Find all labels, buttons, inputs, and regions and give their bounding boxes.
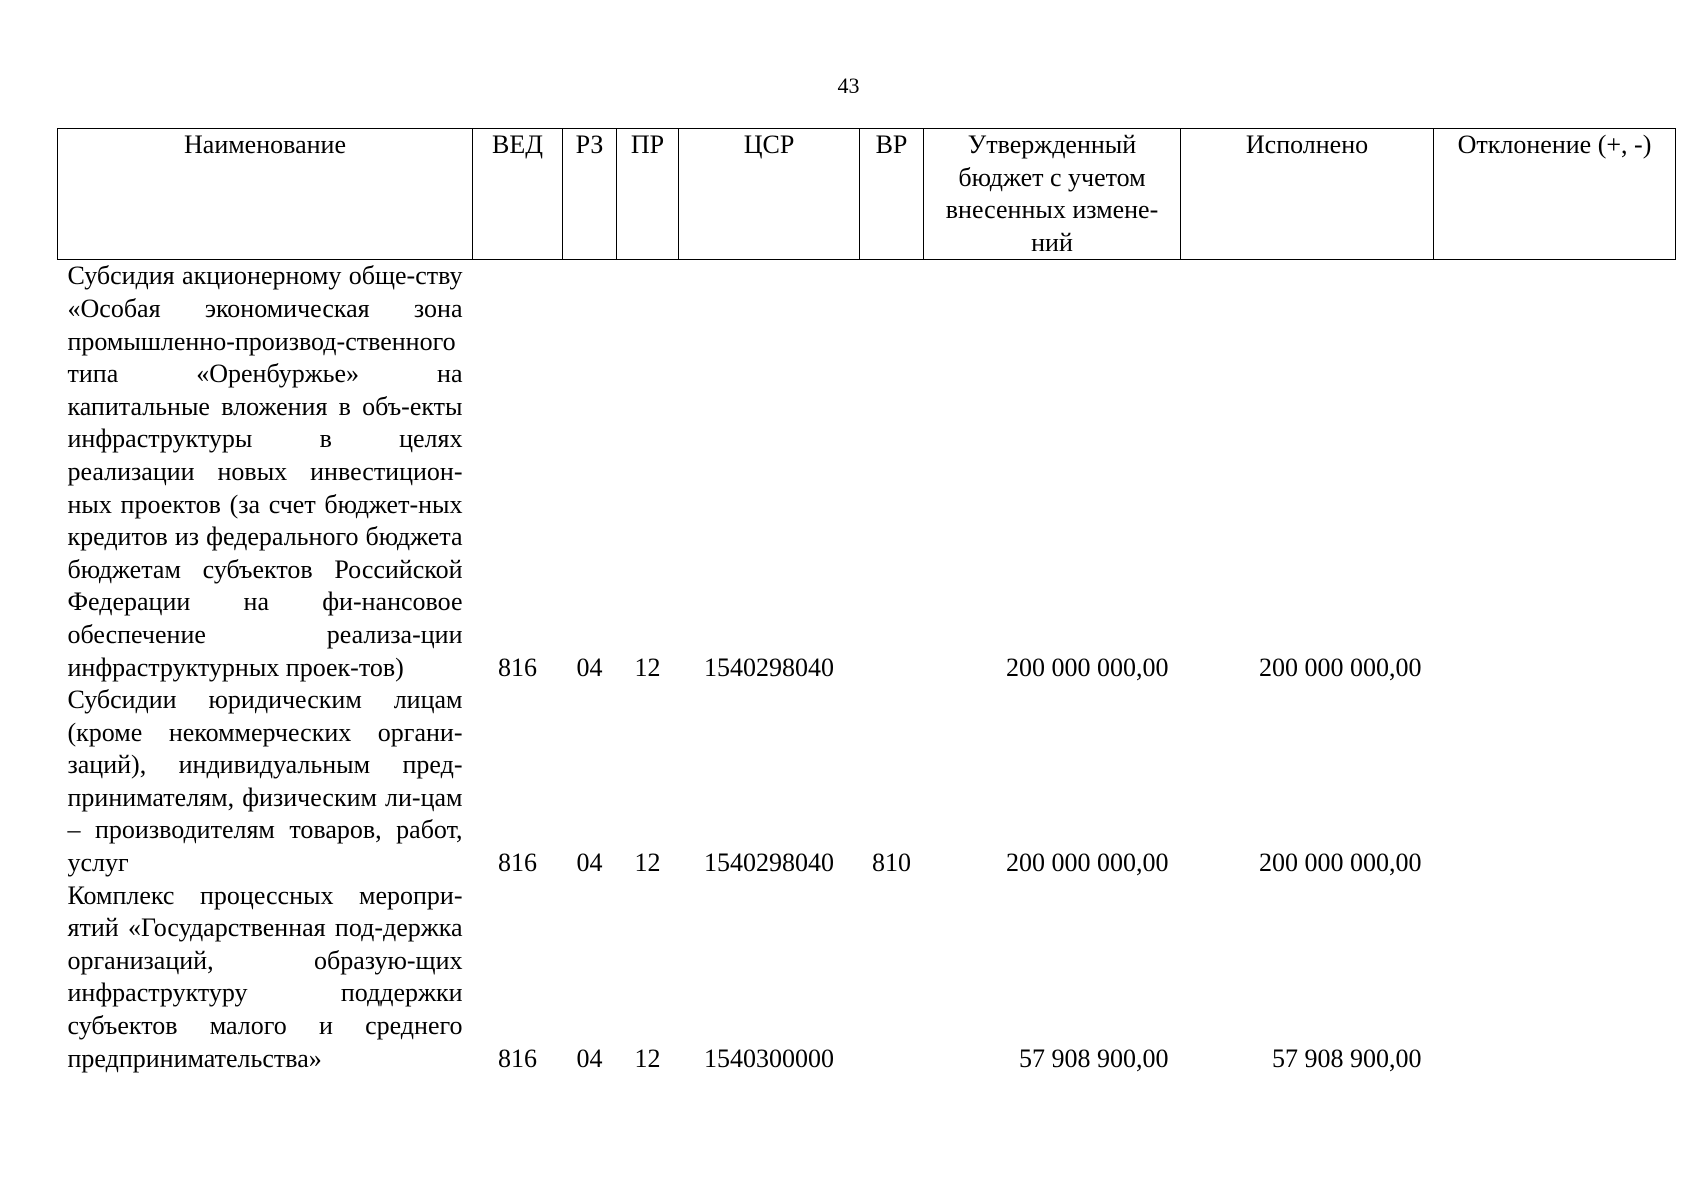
row-rz: 04 <box>576 652 603 682</box>
header-csr: ЦСР <box>679 129 860 260</box>
row-ved: 816 <box>498 652 537 682</box>
row-rz: 04 <box>576 848 603 878</box>
row-deviation <box>1434 880 1676 1076</box>
row-csr: 1540300000 <box>704 1043 834 1073</box>
page-number: 43 <box>837 73 860 98</box>
row-vr: 810 <box>872 848 911 878</box>
row-deviation <box>1434 260 1676 684</box>
row-pr: 12 <box>634 1043 661 1073</box>
header-rz: РЗ <box>563 129 617 260</box>
row-name: Субсидии юридическим лицам (кроме некоммерческих органи-заций), индивидуальным пред-принимателям, физическим ли-цам – производителям товаров, работ, услуг <box>67 685 463 878</box>
row-deviation <box>1434 684 1676 880</box>
table-row <box>58 684 1676 880</box>
header-executed: Исполнено <box>1181 129 1434 260</box>
row-rz: 04 <box>576 1043 603 1073</box>
row-name: Комплекс процессных меропри-ятий «Государственная под-держка организаций, образую-щих инфраструктуру поддержки субъектов малого и среднего предпринимательства» <box>67 880 463 1073</box>
header-deviation: Отклонение (+, -) <box>1434 129 1676 260</box>
table-row <box>58 880 1676 1076</box>
row-executed: 200 000 000,00 <box>1259 848 1422 878</box>
row-approved: 57 908 900,00 <box>1019 1043 1169 1073</box>
row-approved: 200 000 000,00 <box>1006 652 1169 682</box>
row-executed: 57 908 900,00 <box>1272 1043 1422 1073</box>
table-header-row <box>58 129 1676 260</box>
header-approved: Утвержденный бюджет с учетом внесенных измене-ний <box>924 129 1181 260</box>
row-csr: 1540298040 <box>704 848 834 878</box>
row-vr <box>860 880 924 1076</box>
table-row <box>58 260 1676 684</box>
row-ved: 816 <box>498 1043 537 1073</box>
row-csr: 1540298040 <box>704 652 834 682</box>
budget-table <box>57 128 1676 1075</box>
row-vr <box>860 260 924 684</box>
header-pr: ПР <box>617 129 679 260</box>
row-name: Субсидия акционерному обще-ству «Особая экономическая зона промышленно-производ-ственного типа «Оренбуржье» на капитальные вложения в объ-екты инфраструктуры в целях реализации новых инвестицион-ных проектов (за счет бюджет-ных кредитов из федерального бюджета бюджетам субъектов Российской Федерации на фи-нансовое обеспечение реализа-ции инфраструктурных проек-тов) <box>67 261 463 682</box>
row-executed: 200 000 000,00 <box>1259 652 1422 682</box>
row-ved: 816 <box>498 848 537 878</box>
header-ved: ВЕД <box>473 129 563 260</box>
row-approved: 200 000 000,00 <box>1006 848 1169 878</box>
header-name: Наименование <box>58 129 473 260</box>
row-pr: 12 <box>634 848 661 878</box>
row-pr: 12 <box>634 652 661 682</box>
header-vr: ВР <box>860 129 924 260</box>
